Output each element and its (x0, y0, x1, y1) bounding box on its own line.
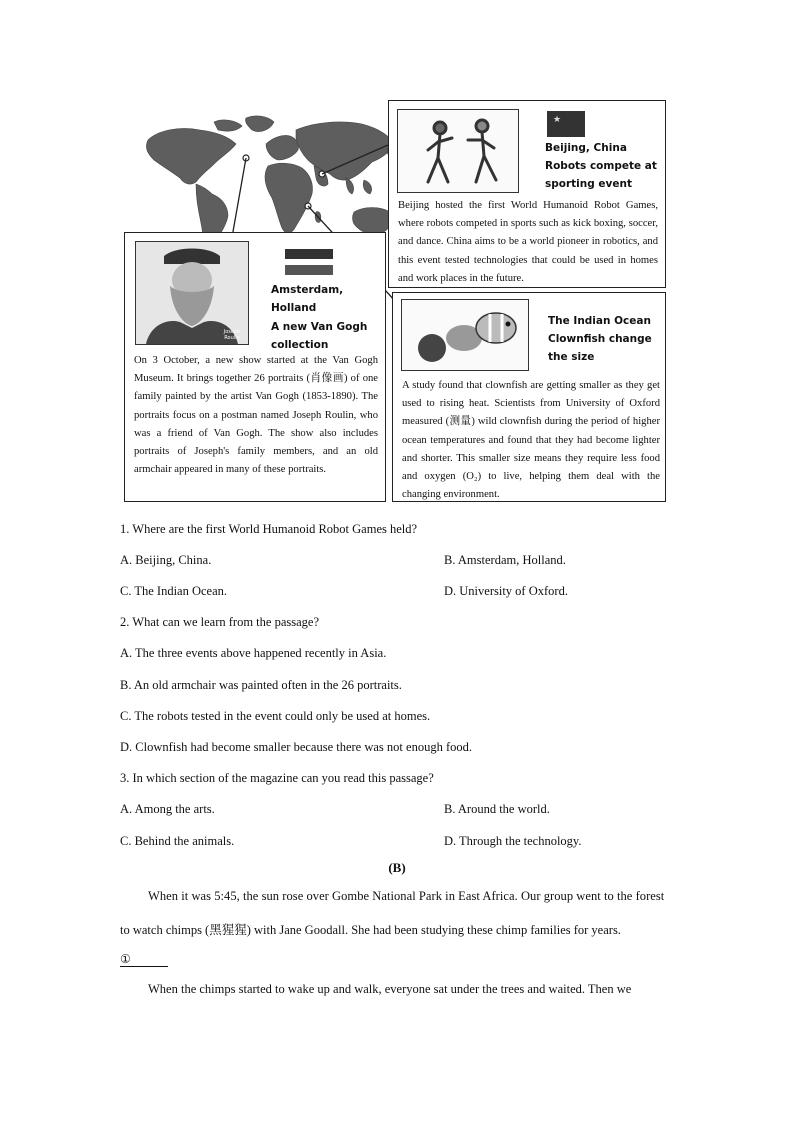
q3-option-d: D. Through the technology. (444, 834, 582, 848)
indian-body: A study found that clownfish are getting smaller as they get used to rising heat. Scientists from University of Oxford measured (测量) wild clownfish during the period of higher ocean temperatures and found that they had become lighter and shorter. This smaller size means they require less food and oxygen (O₂) to live, helping them deal with the changing environment. (402, 380, 660, 501)
portrait-caption: Joseph Roulin (223, 329, 241, 341)
indian-ocean-panel (392, 292, 666, 502)
amsterdam-panel (124, 232, 386, 502)
robots-image (397, 109, 519, 193)
question-1: 1. Where are the first World Humanoid Robot Games held? (120, 522, 418, 536)
beijing-panel (388, 100, 666, 288)
portrait-image (135, 241, 249, 345)
amsterdam-body: On 3 October, a new show started at the Van Gogh Museum. It brings together 26 portraits (肖像画) of one family painted by the artist Van Gogh (1853-1890). The portraits focus on a postman named Joseph Roulin, who was a friend of Van Gogh. The show also includes portraits of Joseph's family members, and an old armchair appeared in many of these portraits. (134, 355, 378, 476)
q3-option-a: A. Among the arts. (120, 802, 215, 816)
beijing-body: Beijing hosted the first World Humanoid Robot Games, where robots competed in sports such as kick boxing, soccer, and dance. China aims to be a world pioneer in robotics, and this event tested technologies that could be used in homes and work places in the future. (398, 200, 658, 284)
q3-option-c: C. Behind the animals. (120, 834, 235, 848)
beijing-title: Beijing, China (545, 142, 627, 154)
section-b-para2-line1: When the chimps started to wake up and walk, everyone sat under the trees and waited. Then we (148, 982, 632, 996)
amsterdam-title-line2: Holland (271, 302, 317, 314)
q1-option-a: A. Beijing, China. (120, 553, 212, 567)
q1-option-b: B. Amsterdam, Holland. (444, 553, 566, 567)
question-2: 2. What can we learn from the passage? (120, 615, 319, 629)
section-b-heading: (B) (388, 860, 406, 875)
beijing-subtitle-line2: sporting event (545, 178, 633, 190)
q1-option-d: D. University of Oxford. (444, 584, 568, 598)
clownfish-image (401, 299, 529, 371)
amsterdam-subtitle-line2: collection (271, 339, 329, 351)
clownfish-icon (402, 300, 528, 370)
beijing-subtitle-line1: Robots compete at (545, 160, 657, 172)
q2-option-a: A. The three events above happened recently in Asia. (120, 646, 387, 660)
indian-title-line1: The Indian Ocean (548, 315, 651, 327)
indian-title-line2: Clownfish change (548, 333, 652, 345)
q2-option-b: B. An old armchair was painted often in the 26 portraits. (120, 678, 402, 692)
q1-option-c: C. The Indian Ocean. (120, 584, 228, 598)
amsterdam-title-line1: Amsterdam, (271, 284, 344, 296)
blank-1-label: ① (120, 952, 131, 966)
question-3: 3. In which section of the magazine can you read this passage? (120, 771, 434, 785)
holland-flag-icon (285, 249, 333, 259)
q3-option-b: B. Around the world. (444, 802, 550, 816)
blank-1[interactable] (120, 950, 168, 967)
holland-flag-icon-2 (285, 265, 333, 275)
amsterdam-subtitle-line1: A new Van Gogh (271, 321, 368, 333)
q2-option-c: C. The robots tested in the event could only be used at homes. (120, 709, 431, 723)
china-flag-icon: ★ (547, 111, 585, 137)
q2-option-d: D. Clownfish had become smaller because there was not enough food. (120, 740, 472, 754)
section-b-para1-line1: When it was 5:45, the sun rose over Gombe National Park in East Africa. Our group went to the forest (148, 889, 665, 903)
indian-title-line3: the size (548, 351, 595, 363)
section-b-para1-line2: to watch chimps (黑猩猩) with Jane Goodall. She had been studying these chimp families for years. (120, 923, 621, 937)
robot-icon (398, 110, 518, 192)
